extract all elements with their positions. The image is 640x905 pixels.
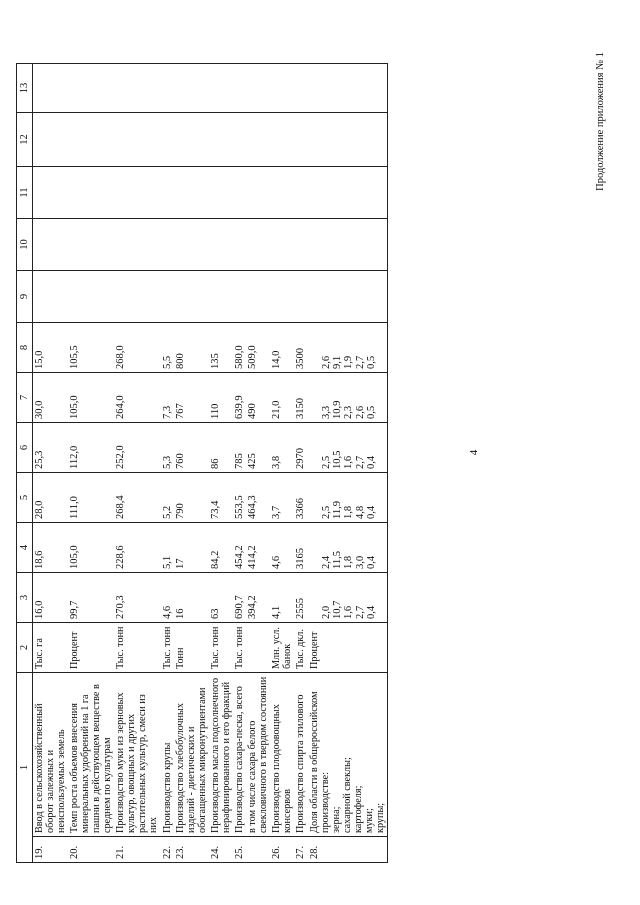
empty-col-9 <box>308 271 388 323</box>
share-value: 2,5 <box>320 455 332 469</box>
share-value: 1,9 <box>343 355 355 369</box>
empty-col-13 <box>174 64 209 113</box>
value-col-5: 464,3 <box>246 473 270 523</box>
share-value: 11,9 <box>331 501 343 519</box>
header-col-12: 12 <box>17 113 33 167</box>
empty-col-10 <box>270 219 294 271</box>
header-col-5: 5 <box>17 473 33 523</box>
value-col-8: 5,5 <box>161 323 174 373</box>
value-col-5: 28,0 <box>33 473 69 523</box>
value-col-8 <box>308 323 388 373</box>
indicator-name: Производство плодоовощных консервов <box>270 673 294 837</box>
empty-col-11 <box>68 167 114 219</box>
value-col-3: 4,6 <box>161 573 174 623</box>
empty-col-13 <box>246 64 270 113</box>
value-col-7: 490 <box>246 373 270 423</box>
empty-col-10 <box>294 219 307 271</box>
table-row <box>233 64 246 863</box>
empty-col-12 <box>233 113 246 167</box>
value-col-4: 5,1 <box>161 523 174 573</box>
empty-col-10 <box>161 219 174 271</box>
empty-col-13 <box>270 64 294 113</box>
empty-col-12 <box>161 113 174 167</box>
share-value: 2,7 <box>354 355 366 369</box>
table-row <box>174 64 209 863</box>
header-col-6: 6 <box>17 423 33 473</box>
unit: Млн. усл. банок <box>270 623 294 673</box>
share-heading: Доля области в общероссийском производстве: <box>308 691 331 833</box>
value-col-3: 16 <box>174 573 209 623</box>
page-number: 4 <box>468 449 480 456</box>
empty-col-11 <box>246 167 270 219</box>
header-col-11: 11 <box>17 167 33 219</box>
unit: Тыс. га <box>33 623 69 673</box>
empty-col-13 <box>33 64 69 113</box>
share-value: 3,3 <box>320 405 332 419</box>
value-col-5: 5,2 <box>161 473 174 523</box>
value-col-5: 111,0 <box>68 473 114 523</box>
share-value: 0,5 <box>365 355 377 369</box>
table-row <box>294 64 307 863</box>
header-row <box>17 64 33 863</box>
share-item-label: картофеля; <box>352 785 364 833</box>
share-value: 0,4 <box>365 605 377 619</box>
empty-col-12 <box>33 113 69 167</box>
indicator-name: Темп роста объемов внесения минеральных удобрений на 1 га пашни в действующем веществе в среднем по культурам <box>68 673 114 837</box>
empty-col-13 <box>209 64 233 113</box>
share-item-label: муки; <box>363 808 375 833</box>
share-value: 2,3 <box>343 405 355 419</box>
empty-col-9 <box>161 271 174 323</box>
row-number: 20. <box>68 837 114 863</box>
value-col-8: 509,0 <box>246 323 270 373</box>
empty-col-10 <box>68 219 114 271</box>
header-col-2: 2 <box>17 623 33 673</box>
row-number: 28. <box>308 837 388 863</box>
value-col-6: 252,0 <box>114 423 160 473</box>
value-col-8: 14,0 <box>270 323 294 373</box>
empty-col-13 <box>233 64 246 113</box>
empty-col-12 <box>308 113 388 167</box>
table-row <box>68 64 114 863</box>
share-value: 11,5 <box>331 551 343 569</box>
value-col-6: 112,0 <box>68 423 114 473</box>
empty-col-11 <box>174 167 209 219</box>
header-col-9: 9 <box>17 271 33 323</box>
value-col-6: 760 <box>174 423 209 473</box>
empty-col-11 <box>209 167 233 219</box>
empty-col-10 <box>246 219 270 271</box>
share-value: 4,8 <box>354 505 366 519</box>
value-col-6: 3,8 <box>270 423 294 473</box>
empty-col-12 <box>114 113 160 167</box>
empty-col-10 <box>233 219 246 271</box>
value-col-5: 553,5 <box>233 473 246 523</box>
value-col-3: 2555 <box>294 573 307 623</box>
table-row <box>161 64 174 863</box>
value-col-6: 5,3 <box>161 423 174 473</box>
value-col-4 <box>308 523 388 573</box>
row-number: 23. <box>174 837 209 863</box>
value-col-8: 580,0 <box>233 323 246 373</box>
share-value: 0,5 <box>365 405 377 419</box>
empty-col-11 <box>33 167 69 219</box>
share-value: 10,9 <box>331 400 343 419</box>
empty-col-9 <box>33 271 69 323</box>
empty-col-11 <box>294 167 307 219</box>
value-col-5: 790 <box>174 473 209 523</box>
header-col-1: 1 <box>17 673 33 863</box>
unit: Тонн <box>174 623 209 673</box>
share-value: 2,0 <box>320 605 332 619</box>
share-value: 2,5 <box>320 505 332 519</box>
value-col-8: 268,0 <box>114 323 160 373</box>
value-col-6 <box>308 423 388 473</box>
empty-col-11 <box>161 167 174 219</box>
empty-col-11 <box>114 167 160 219</box>
share-value: 9,1 <box>331 355 343 369</box>
value-col-7: 30,0 <box>33 373 69 423</box>
empty-col-10 <box>209 219 233 271</box>
empty-col-9 <box>68 271 114 323</box>
value-col-3 <box>308 573 388 623</box>
row-number: 24. <box>209 837 233 863</box>
table-row <box>114 64 160 863</box>
empty-col-12 <box>68 113 114 167</box>
empty-col-13 <box>294 64 307 113</box>
value-col-5: 3366 <box>294 473 307 523</box>
value-col-4: 17 <box>174 523 209 573</box>
value-col-3: 394,2 <box>246 573 270 623</box>
header-col-3: 3 <box>17 573 33 623</box>
header-col-4: 4 <box>17 523 33 573</box>
share-value: 1,8 <box>343 505 355 519</box>
table-row <box>209 64 233 863</box>
share-value: 1,8 <box>343 555 355 569</box>
value-col-8: 105,5 <box>68 323 114 373</box>
row-number: 25. <box>233 837 246 863</box>
unit: Процент <box>68 623 114 673</box>
unit: Тыс. тонн <box>233 623 246 673</box>
share-value: 10,5 <box>331 450 343 469</box>
empty-col-9 <box>114 271 160 323</box>
value-col-8: 135 <box>209 323 233 373</box>
share-value: 1,6 <box>343 455 355 469</box>
empty-col-10 <box>174 219 209 271</box>
value-col-6: 2970 <box>294 423 307 473</box>
header-col-10: 10 <box>17 219 33 271</box>
table-row <box>246 64 270 863</box>
value-col-7 <box>308 373 388 423</box>
empty-col-9 <box>174 271 209 323</box>
value-col-4: 228,6 <box>114 523 160 573</box>
row-number: 27. <box>294 837 307 863</box>
table-row <box>33 64 69 863</box>
share-value: 0,4 <box>365 505 377 519</box>
header-col-7: 7 <box>17 373 33 423</box>
value-col-7: 767 <box>174 373 209 423</box>
value-col-3: 690,7 <box>233 573 246 623</box>
row-number: 26. <box>270 837 294 863</box>
share-value: 3,0 <box>354 555 366 569</box>
indicator-name: Производство масла подсолнечного нерафинированного и его фракций <box>209 673 233 837</box>
value-col-5: 3,7 <box>270 473 294 523</box>
unit: Тыс. тонн <box>209 623 233 673</box>
indicator-name <box>308 673 388 837</box>
empty-col-9 <box>209 271 233 323</box>
unit: Процент <box>308 623 388 673</box>
indicator-name: Производство спирта этилового <box>294 673 307 837</box>
value-col-7: 7,3 <box>161 373 174 423</box>
share-value: 0,4 <box>365 455 377 469</box>
row-number: 19. <box>33 837 69 863</box>
value-col-8: 15,0 <box>33 323 69 373</box>
empty-col-10 <box>308 219 388 271</box>
unit: Тыс. дкл. <box>294 623 307 673</box>
unit <box>246 623 270 673</box>
value-col-4: 3165 <box>294 523 307 573</box>
indicator-name: в том числе сахара белого свекловичного в твердом состоянии <box>246 673 270 837</box>
header-col-8: 8 <box>17 323 33 373</box>
value-col-7: 3150 <box>294 373 307 423</box>
table-row <box>270 64 294 863</box>
share-value: 2,7 <box>354 605 366 619</box>
row-number: 22. <box>161 837 174 863</box>
indicator-name: Производство хлебобулочных изделий - диетических и обогащенных микронутриентами <box>174 673 209 837</box>
indicator-name: Производство крупы <box>161 673 174 837</box>
value-col-7: 639,9 <box>233 373 246 423</box>
value-col-4: 84,2 <box>209 523 233 573</box>
indicator-name: Производство сахара-песка, всего <box>233 673 246 837</box>
value-col-3: 99,7 <box>68 573 114 623</box>
empty-col-13 <box>161 64 174 113</box>
share-item-label: сахарной свеклы; <box>341 757 353 833</box>
value-col-3: 16,0 <box>33 573 69 623</box>
value-col-7: 105,0 <box>68 373 114 423</box>
value-col-3: 270,3 <box>114 573 160 623</box>
value-col-7: 110 <box>209 373 233 423</box>
value-col-8: 3500 <box>294 323 307 373</box>
value-col-5: 73,4 <box>209 473 233 523</box>
value-col-5: 268,4 <box>114 473 160 523</box>
share-value: 2,7 <box>354 455 366 469</box>
empty-col-9 <box>294 271 307 323</box>
share-value: 10,7 <box>331 600 343 619</box>
empty-col-11 <box>233 167 246 219</box>
empty-col-13 <box>308 64 388 113</box>
empty-col-9 <box>246 271 270 323</box>
header-col-13: 13 <box>17 64 33 113</box>
value-col-4: 18,6 <box>33 523 69 573</box>
empty-col-11 <box>308 167 388 219</box>
empty-col-10 <box>114 219 160 271</box>
empty-col-10 <box>33 219 69 271</box>
unit: Тыс. тонн <box>161 623 174 673</box>
value-col-4: 105,0 <box>68 523 114 573</box>
table-row-share <box>308 64 388 863</box>
value-col-7: 21,0 <box>270 373 294 423</box>
row-number <box>246 837 270 863</box>
empty-col-12 <box>174 113 209 167</box>
empty-col-13 <box>68 64 114 113</box>
share-value: 1,6 <box>343 605 355 619</box>
empty-col-9 <box>270 271 294 323</box>
share-value: 0,4 <box>365 555 377 569</box>
share-value: 2,6 <box>354 405 366 419</box>
value-col-3: 4,1 <box>270 573 294 623</box>
empty-col-12 <box>270 113 294 167</box>
empty-col-12 <box>246 113 270 167</box>
value-col-3: 63 <box>209 573 233 623</box>
value-col-7: 264,0 <box>114 373 160 423</box>
value-col-5 <box>308 473 388 523</box>
empty-col-11 <box>270 167 294 219</box>
indicator-name: Ввод в сельскохозяйственный оборот залежных и неиспользуемых земель <box>33 673 69 837</box>
share-value: 2,6 <box>320 355 332 369</box>
value-col-4: 454,2 <box>233 523 246 573</box>
value-col-4: 414,2 <box>246 523 270 573</box>
unit: Тыс. тонн <box>114 623 160 673</box>
empty-col-12 <box>209 113 233 167</box>
value-col-8: 800 <box>174 323 209 373</box>
value-col-6: 425 <box>246 423 270 473</box>
value-col-6: 785 <box>233 423 246 473</box>
value-col-6: 86 <box>209 423 233 473</box>
row-number: 21. <box>114 837 160 863</box>
indicator-name: Производство муки из зерновых культур, овощных и других растительных культур, смеси из них <box>114 673 160 837</box>
empty-col-12 <box>294 113 307 167</box>
indicators-table <box>16 63 388 863</box>
empty-col-13 <box>114 64 160 113</box>
share-item-label: зерна; <box>330 806 342 833</box>
value-col-4: 4,6 <box>270 523 294 573</box>
value-col-6: 25,3 <box>33 423 69 473</box>
share-value: 2,4 <box>320 555 332 569</box>
share-item-label: крупы; <box>374 802 386 833</box>
continuation-label: Продолжение приложения № 1 <box>595 52 606 191</box>
empty-col-9 <box>233 271 246 323</box>
